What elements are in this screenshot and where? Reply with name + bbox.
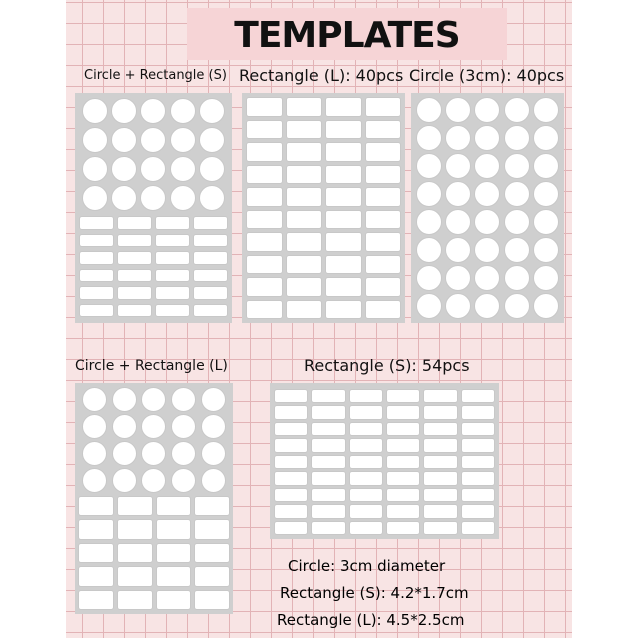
rectangle-sticker bbox=[349, 488, 383, 502]
rectangle-sticker bbox=[193, 251, 228, 265]
rectangle-sticker bbox=[156, 566, 192, 586]
rectangle-sticker bbox=[325, 187, 362, 207]
rectangle-sticker bbox=[286, 165, 323, 185]
rectangle-sticker bbox=[286, 187, 323, 207]
circle-sticker bbox=[504, 181, 530, 207]
rectangle-grid bbox=[79, 216, 228, 317]
rectangle-sticker bbox=[246, 232, 283, 252]
rectangle-sticker bbox=[274, 438, 308, 452]
rectangle-sticker bbox=[349, 389, 383, 403]
circle-sticker bbox=[474, 293, 500, 319]
rectangle-sticker bbox=[274, 405, 308, 419]
rectangle-sticker bbox=[365, 277, 402, 297]
rectangle-sticker bbox=[423, 488, 457, 502]
circle-sticker bbox=[533, 181, 559, 207]
rectangle-sticker bbox=[286, 255, 323, 275]
rectangle-sticker bbox=[194, 566, 230, 586]
rectangle-sticker bbox=[386, 438, 420, 452]
rectangle-sticker bbox=[386, 504, 420, 518]
circle-sticker bbox=[533, 237, 559, 263]
rectangle-sticker bbox=[79, 269, 114, 283]
label-rect-l: Rectangle (L): 40pcs bbox=[239, 66, 404, 85]
rectangle-sticker bbox=[117, 519, 153, 539]
rectangle-sticker bbox=[286, 97, 323, 117]
circle-sticker bbox=[199, 156, 225, 182]
circle-sticker bbox=[504, 293, 530, 319]
circle-sticker bbox=[416, 153, 442, 179]
rectangle-sticker bbox=[274, 471, 308, 485]
rectangle-sticker bbox=[155, 251, 190, 265]
rectangle-sticker bbox=[156, 519, 192, 539]
rectangle-sticker bbox=[349, 521, 383, 535]
circle-sticker bbox=[140, 98, 166, 124]
panel-circle-rect-s bbox=[75, 93, 232, 323]
rectangle-sticker bbox=[365, 142, 402, 162]
rectangle-sticker bbox=[246, 120, 283, 140]
circle-sticker bbox=[533, 153, 559, 179]
circle-sticker bbox=[140, 156, 166, 182]
circle-sticker bbox=[445, 153, 471, 179]
rectangle-sticker bbox=[311, 389, 345, 403]
rectangle-sticker bbox=[193, 286, 228, 300]
circle-sticker bbox=[416, 125, 442, 151]
circle-sticker bbox=[171, 414, 196, 439]
rectangle-sticker bbox=[311, 488, 345, 502]
circle-grid bbox=[80, 386, 228, 494]
rectangle-sticker bbox=[365, 255, 402, 275]
circle-grid bbox=[80, 96, 227, 213]
label-circle-3cm: Circle (3cm): 40pcs bbox=[409, 66, 565, 85]
rectangle-sticker bbox=[311, 422, 345, 436]
label-rect-s: Rectangle (S): 54pcs bbox=[304, 356, 470, 375]
rectangle-sticker bbox=[274, 504, 308, 518]
rectangle-sticker bbox=[193, 269, 228, 283]
circle-sticker bbox=[504, 153, 530, 179]
circle-sticker bbox=[445, 125, 471, 151]
rectangle-sticker bbox=[386, 455, 420, 469]
rectangle-sticker bbox=[386, 389, 420, 403]
rectangle-sticker bbox=[155, 234, 190, 248]
circle-sticker bbox=[504, 265, 530, 291]
rectangle-sticker bbox=[286, 210, 323, 230]
rectangle-sticker bbox=[79, 304, 114, 318]
rectangle-sticker bbox=[79, 216, 114, 230]
spec-rect-s: Rectangle (S): 4.2*1.7cm bbox=[280, 584, 469, 602]
circle-sticker bbox=[474, 209, 500, 235]
rectangle-sticker bbox=[117, 496, 153, 516]
circle-sticker bbox=[82, 185, 108, 211]
rectangle-sticker bbox=[156, 590, 192, 610]
circle-sticker bbox=[445, 209, 471, 235]
rectangle-sticker bbox=[117, 304, 152, 318]
rectangle-sticker bbox=[78, 566, 114, 586]
circle-sticker bbox=[445, 293, 471, 319]
circle-sticker bbox=[199, 98, 225, 124]
rectangle-sticker bbox=[325, 255, 362, 275]
circle-sticker bbox=[474, 125, 500, 151]
circle-sticker bbox=[171, 468, 196, 493]
rectangle-sticker bbox=[386, 405, 420, 419]
circle-sticker bbox=[112, 468, 137, 493]
circle-sticker bbox=[533, 293, 559, 319]
circle-sticker bbox=[171, 441, 196, 466]
circle-sticker bbox=[533, 125, 559, 151]
rectangle-sticker bbox=[349, 422, 383, 436]
rectangle-sticker bbox=[155, 216, 190, 230]
rectangle-sticker bbox=[325, 97, 362, 117]
rectangle-sticker bbox=[325, 210, 362, 230]
rectangle-sticker bbox=[349, 455, 383, 469]
circle-sticker bbox=[474, 237, 500, 263]
label-circle-rect-s: Circle + Rectangle (S) bbox=[84, 68, 227, 83]
circle-sticker bbox=[111, 127, 137, 153]
rectangle-sticker bbox=[246, 187, 283, 207]
circle-sticker bbox=[141, 414, 166, 439]
panel-rect-s bbox=[270, 383, 499, 539]
circle-sticker bbox=[504, 209, 530, 235]
circle-sticker bbox=[82, 387, 107, 412]
rectangle-sticker bbox=[274, 422, 308, 436]
rectangle-sticker bbox=[325, 142, 362, 162]
circle-sticker bbox=[82, 414, 107, 439]
rectangle-sticker bbox=[78, 543, 114, 563]
rectangle-sticker bbox=[246, 165, 283, 185]
label-circle-rect-l: Circle + Rectangle (L) bbox=[75, 358, 228, 374]
rectangle-sticker bbox=[117, 590, 153, 610]
circle-sticker bbox=[416, 97, 442, 123]
rectangle-sticker bbox=[325, 120, 362, 140]
rectangle-sticker bbox=[349, 504, 383, 518]
circle-sticker bbox=[111, 156, 137, 182]
circle-sticker bbox=[201, 387, 226, 412]
rectangle-sticker bbox=[365, 300, 402, 320]
rectangle-sticker bbox=[365, 187, 402, 207]
rectangle-sticker bbox=[423, 389, 457, 403]
rectangle-sticker bbox=[155, 269, 190, 283]
rectangle-sticker bbox=[274, 455, 308, 469]
circle-sticker bbox=[504, 237, 530, 263]
rectangle-sticker bbox=[365, 165, 402, 185]
rectangle-sticker bbox=[461, 521, 495, 535]
rectangle-sticker bbox=[194, 496, 230, 516]
circle-sticker bbox=[82, 127, 108, 153]
circle-sticker bbox=[416, 209, 442, 235]
rectangle-sticker bbox=[423, 521, 457, 535]
rectangle-sticker bbox=[461, 504, 495, 518]
rectangle-sticker bbox=[194, 543, 230, 563]
circle-sticker bbox=[111, 98, 137, 124]
circle-sticker bbox=[112, 414, 137, 439]
rectangle-sticker bbox=[311, 455, 345, 469]
rectangle-sticker bbox=[117, 234, 152, 248]
rectangle-sticker bbox=[461, 488, 495, 502]
rectangle-sticker bbox=[365, 210, 402, 230]
rectangle-sticker bbox=[365, 120, 402, 140]
rectangle-sticker bbox=[325, 277, 362, 297]
circle-sticker bbox=[82, 468, 107, 493]
circle-sticker bbox=[199, 127, 225, 153]
circle-sticker bbox=[140, 127, 166, 153]
rectangle-sticker bbox=[386, 521, 420, 535]
circle-sticker bbox=[112, 441, 137, 466]
spec-circle: Circle: 3cm diameter bbox=[288, 557, 446, 575]
rectangle-sticker bbox=[325, 165, 362, 185]
rectangle-sticker bbox=[246, 300, 283, 320]
circle-sticker bbox=[416, 293, 442, 319]
rectangle-sticker bbox=[117, 543, 153, 563]
rectangle-sticker bbox=[286, 300, 323, 320]
rectangle-sticker bbox=[461, 455, 495, 469]
rectangle-sticker bbox=[461, 405, 495, 419]
rectangle-sticker bbox=[311, 471, 345, 485]
rectangle-sticker bbox=[311, 521, 345, 535]
circle-sticker bbox=[504, 125, 530, 151]
rectangle-grid bbox=[246, 97, 401, 319]
template-sheet bbox=[66, 0, 572, 638]
circle-sticker bbox=[445, 97, 471, 123]
rectangle-sticker bbox=[156, 496, 192, 516]
rectangle-sticker bbox=[193, 234, 228, 248]
rectangle-sticker bbox=[274, 389, 308, 403]
circle-sticker bbox=[82, 156, 108, 182]
rectangle-sticker bbox=[423, 405, 457, 419]
rectangle-sticker bbox=[461, 438, 495, 452]
rectangle-sticker bbox=[311, 438, 345, 452]
rectangle-sticker bbox=[246, 142, 283, 162]
circle-sticker bbox=[474, 265, 500, 291]
panel-rect-l bbox=[242, 93, 405, 323]
circle-sticker bbox=[170, 127, 196, 153]
circle-sticker bbox=[474, 153, 500, 179]
rectangle-sticker bbox=[311, 405, 345, 419]
circle-sticker bbox=[171, 387, 196, 412]
rectangle-sticker bbox=[349, 438, 383, 452]
rectangle-sticker bbox=[193, 304, 228, 318]
circle-sticker bbox=[201, 468, 226, 493]
panel-circle-rect-l bbox=[75, 383, 233, 614]
rectangle-sticker bbox=[286, 142, 323, 162]
rectangle-sticker bbox=[246, 210, 283, 230]
circle-sticker bbox=[416, 265, 442, 291]
rectangle-sticker bbox=[349, 405, 383, 419]
rectangle-sticker bbox=[79, 251, 114, 265]
circle-sticker bbox=[201, 414, 226, 439]
rectangle-grid bbox=[274, 389, 495, 535]
rectangle-sticker bbox=[194, 590, 230, 610]
rectangle-sticker bbox=[79, 286, 114, 300]
rectangle-sticker bbox=[117, 216, 152, 230]
rectangle-sticker bbox=[246, 277, 283, 297]
rectangle-sticker bbox=[286, 232, 323, 252]
rectangle-sticker bbox=[246, 255, 283, 275]
rectangle-sticker bbox=[117, 269, 152, 283]
panel-circle-3cm bbox=[411, 93, 564, 323]
rectangle-sticker bbox=[365, 97, 402, 117]
rectangle-sticker bbox=[117, 286, 152, 300]
rectangle-sticker bbox=[423, 422, 457, 436]
spec-rect-l: Rectangle (L): 4.5*2.5cm bbox=[277, 611, 465, 629]
rectangle-sticker bbox=[78, 519, 114, 539]
rectangle-sticker bbox=[325, 232, 362, 252]
rectangle-sticker bbox=[117, 566, 153, 586]
rectangle-sticker bbox=[78, 496, 114, 516]
rectangle-grid bbox=[78, 496, 230, 610]
rectangle-sticker bbox=[423, 504, 457, 518]
circle-sticker bbox=[170, 98, 196, 124]
circle-sticker bbox=[141, 468, 166, 493]
circle-sticker bbox=[199, 185, 225, 211]
rectangle-sticker bbox=[386, 471, 420, 485]
circle-sticker bbox=[533, 209, 559, 235]
rectangle-sticker bbox=[311, 504, 345, 518]
page-title: TEMPLATES bbox=[234, 15, 460, 56]
rectangle-sticker bbox=[349, 471, 383, 485]
rectangle-sticker bbox=[274, 521, 308, 535]
rectangle-sticker bbox=[194, 519, 230, 539]
rectangle-sticker bbox=[117, 251, 152, 265]
circle-sticker bbox=[112, 387, 137, 412]
rectangle-sticker bbox=[423, 455, 457, 469]
rectangle-sticker bbox=[365, 232, 402, 252]
rectangle-sticker bbox=[155, 286, 190, 300]
rectangle-sticker bbox=[423, 471, 457, 485]
circle-sticker bbox=[140, 185, 166, 211]
circle-sticker bbox=[504, 97, 530, 123]
circle-sticker bbox=[533, 97, 559, 123]
circle-sticker bbox=[170, 185, 196, 211]
circle-sticker bbox=[170, 156, 196, 182]
rectangle-sticker bbox=[79, 234, 114, 248]
rectangle-sticker bbox=[325, 300, 362, 320]
rectangle-sticker bbox=[193, 216, 228, 230]
rectangle-sticker bbox=[286, 277, 323, 297]
rectangle-sticker bbox=[274, 488, 308, 502]
rectangle-sticker bbox=[246, 97, 283, 117]
circle-sticker bbox=[111, 185, 137, 211]
circle-sticker bbox=[141, 387, 166, 412]
rectangle-sticker bbox=[461, 471, 495, 485]
circle-sticker bbox=[474, 97, 500, 123]
rectangle-sticker bbox=[386, 488, 420, 502]
rectangle-sticker bbox=[423, 438, 457, 452]
rectangle-sticker bbox=[386, 422, 420, 436]
circle-sticker bbox=[141, 441, 166, 466]
circle-sticker bbox=[445, 237, 471, 263]
rectangle-sticker bbox=[286, 120, 323, 140]
circle-sticker bbox=[474, 181, 500, 207]
circle-sticker bbox=[445, 265, 471, 291]
circle-sticker bbox=[533, 265, 559, 291]
circle-sticker bbox=[82, 441, 107, 466]
circle-grid bbox=[414, 96, 561, 320]
circle-sticker bbox=[416, 181, 442, 207]
circle-sticker bbox=[82, 98, 108, 124]
rectangle-sticker bbox=[156, 543, 192, 563]
rectangle-sticker bbox=[461, 422, 495, 436]
rectangle-sticker bbox=[155, 304, 190, 318]
rectangle-sticker bbox=[78, 590, 114, 610]
circle-sticker bbox=[416, 237, 442, 263]
circle-sticker bbox=[201, 441, 226, 466]
circle-sticker bbox=[445, 181, 471, 207]
rectangle-sticker bbox=[461, 389, 495, 403]
